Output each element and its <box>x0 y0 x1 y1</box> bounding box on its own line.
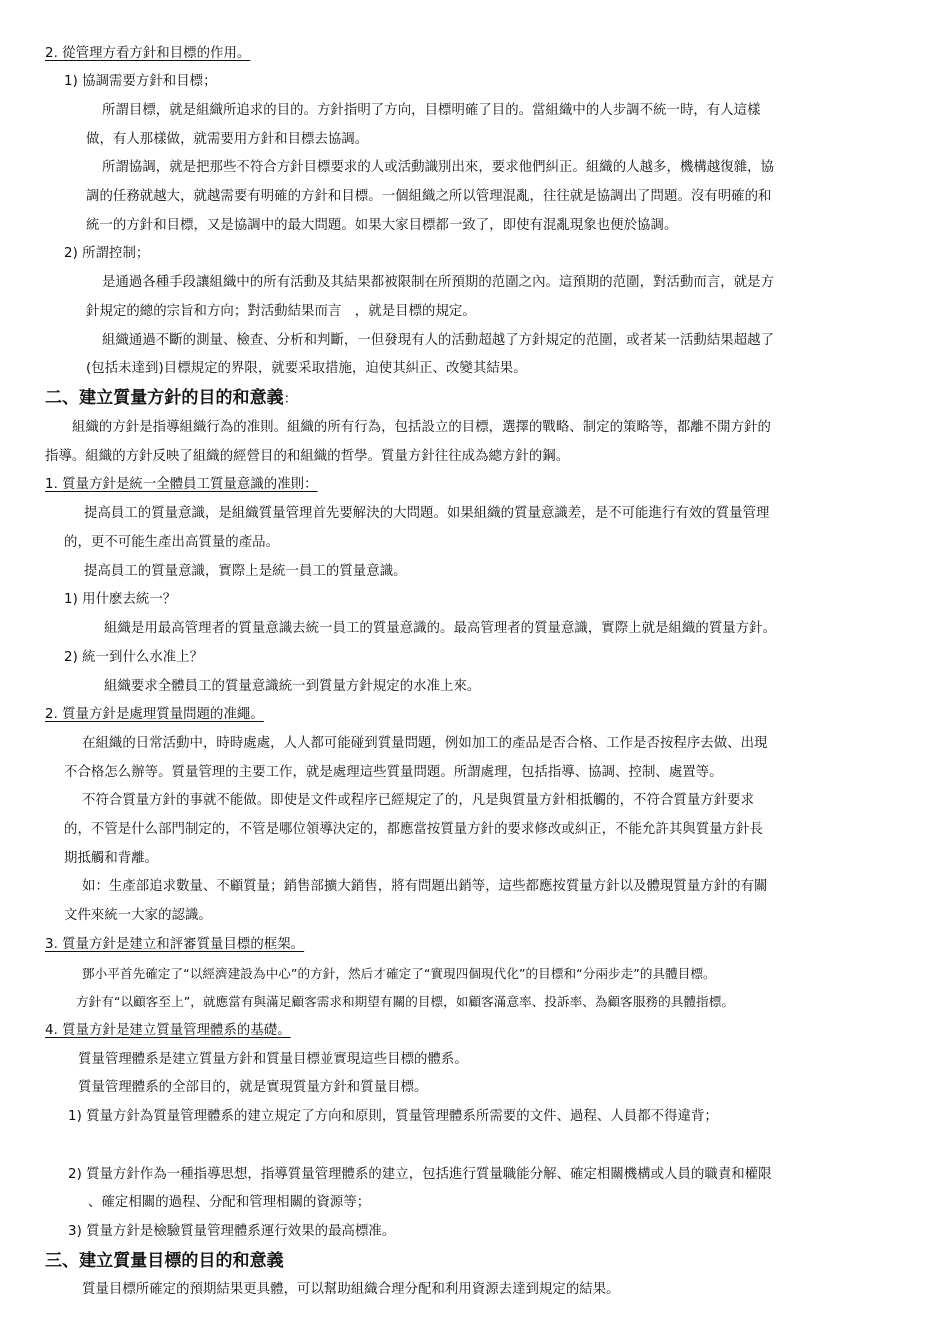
section-heading: 3. 質量方針是建立和評審質量目標的框架。 <box>45 937 305 952</box>
paragraph-line: 、確定相關的過程、分配和管理相關的資源等； <box>88 1195 371 1210</box>
subsection-heading: 1) 用什麽去統一？ <box>64 592 177 607</box>
paragraph-line: 期抵觸和背離。 <box>64 851 159 866</box>
paragraph-line: 如：生產部追求數量、不顧質量；銷售部擴大銷售，將有問題出銷等，這些都應按質量方針以及體現質量方針的有關 <box>82 879 768 894</box>
paragraph-line: 提高員工的質量意識，實際上是統一員工的質量意識。 <box>84 564 407 579</box>
subsection-heading: 2) 所謂控制； <box>64 246 150 261</box>
paragraph-line: 方針有“以顧客至上”，就應當有與滿足顧客需求和期望有關的目標，如顧客滿意率、投訴率、為顧客服務的具體指標。 <box>76 994 734 1009</box>
paragraph-line: (包括未達到)目標規定的界限，就要采取措施，迫使其糾正、改變其結果。 <box>86 361 527 376</box>
paragraph-line: 是通過各種手段讓組織中的所有活動及其結果都被限制在所預期的范圍之內。這預期的范圍，對活動而言，就是方 <box>102 275 775 290</box>
paragraph-line: 提高員工的質量意識，是組織質量管理首先要解決的大問題。如果組織的質量意識差，是不可能進行有效的質量管理 <box>84 506 770 521</box>
paragraph-line: 統一的方針和目標，又是協調中的最大問題。如果大家目標都一致了，即使有混亂現象也便於協調。 <box>86 218 678 233</box>
paragraph-line: 所謂目標，就是組織所追求的目的。方針指明了方向，目標明確了目的。當組織中的人步調不統一時，有人這樣 <box>102 103 761 118</box>
subsection-heading: 1) 協調需要方針和目標； <box>64 74 217 89</box>
paragraph-line: 的，不管是什么部門制定的，不管是哪位領導決定的，都應當按質量方針的要求修改或糾正，不能允許其與質量方針長 <box>64 822 763 837</box>
list-item: 1) 質量方針為質量管理體系的建立規定了方向和原則，質量管理體系所需要的文件、過程、人員都不得違背； <box>68 1109 718 1124</box>
paragraph-line: 組織是用最高管理者的質量意識去統一員工的質量意識的。最高管理者的質量意識，實際上就是組織的質量方針。 <box>104 621 777 636</box>
paragraph-line: 不合格怎么辦等。質量管理的主要工作，就是處理這些質量問題。所謂處理，包括指導、協調、控制、處置等。 <box>64 765 723 780</box>
section-heading: 2. 質量方針是處理質量問題的准繩。 <box>45 707 264 722</box>
section-heading: 2. 從管理方看方針和目標的作用。 <box>45 46 251 61</box>
paragraph-line: 指導。組織的方針反映了組織的經營目的和組織的哲學。質量方針往往成為總方針的鋼。 <box>45 449 570 464</box>
paragraph-line: 的，更不可能生產出高質量的產品。 <box>64 535 280 550</box>
subsection-heading: 2) 統一到什么水准上？ <box>64 650 204 665</box>
list-item: 2) 質量方針作為一種指導思想，指導質量管理體系的建立，包括進行質量職能分解、確定相關機構或人員的職責和權限 <box>68 1167 772 1182</box>
section-heading: 1. 質量方針是統一全體員工質量意識的准則： <box>45 477 318 492</box>
paragraph-line: 不符合質量方針的事就不能做。即使是文件或程序已經規定了的，凡是與質量方針相抵觸的，不符合質量方針要求 <box>82 793 755 808</box>
paragraph-line: 質量管理體系的全部目的，就是實現質量方針和質量目標。 <box>78 1080 428 1095</box>
paragraph-line: 組織通過不斷的測量、檢查、分析和判斷，一但發現有人的活動超越了方針規定的范圍，或者某一活動結果超越了 <box>102 333 775 348</box>
paragraph-line: 文件來統一大家的認識。 <box>64 908 212 923</box>
list-item: 3) 質量方針是檢驗質量管理體系運行效果的最高標准。 <box>68 1224 396 1239</box>
paragraph-line: 在組織的日常活動中，時時處處，人人都可能碰到質量問題，例如加工的產品是否合格、工作是否按程序去做、出現 <box>82 736 768 751</box>
paragraph-line: 所謂協調，就是把那些不符合方針目標要求的人或活動識別出來，要求他們糾正。組織的人越多，機構越復雜，協 <box>102 160 775 175</box>
paragraph-line: 鄧小平首先確定了“以經濟建設為中心”的方針，然后才確定了“實現四個現代化”的目標和“分兩步走”的具體目標。 <box>82 966 716 981</box>
chapter-heading: 三、建立質量目標的目的和意義 <box>45 1251 284 1271</box>
paragraph-line: 調的任務就越大，就越需要有明確的方針和目標。一個組織之所以管理混亂，往往就是協調出了問題。沒有明確的和 <box>86 189 772 204</box>
paragraph-line: 組織要求全體員工的質量意識統一到質量方針規定的水准上來。 <box>104 679 481 694</box>
section-heading: 4. 質量方針是建立質量管理體系的基礎。 <box>45 1023 291 1038</box>
paragraph-line: 組織的方針是指導組織行為的准則。組織的所有行為，包括設立的目標，選擇的戰略、制定的策略等，都離不開方針的 <box>72 420 771 435</box>
paragraph-line: 做，有人那樣做，就需要用方針和目標去協調。 <box>86 132 369 147</box>
chapter-heading-text: 二、建立質量方針的目的和意義 <box>45 388 284 408</box>
paragraph-line: 質量目標所確定的預期結果更具體，可以幫助組織合理分配和利用資源去達到規定的結果。 <box>82 1282 620 1297</box>
paragraph-line: 針規定的總的宗旨和方向；對活動結果而言 ，就是目標的規定。 <box>86 304 476 319</box>
chapter-heading-colon: ： <box>283 392 298 407</box>
paragraph-line: 質量管理體系是建立質量方針和質量目標並實現這些目標的體系。 <box>78 1052 468 1067</box>
chapter-heading <box>45 386 297 412</box>
